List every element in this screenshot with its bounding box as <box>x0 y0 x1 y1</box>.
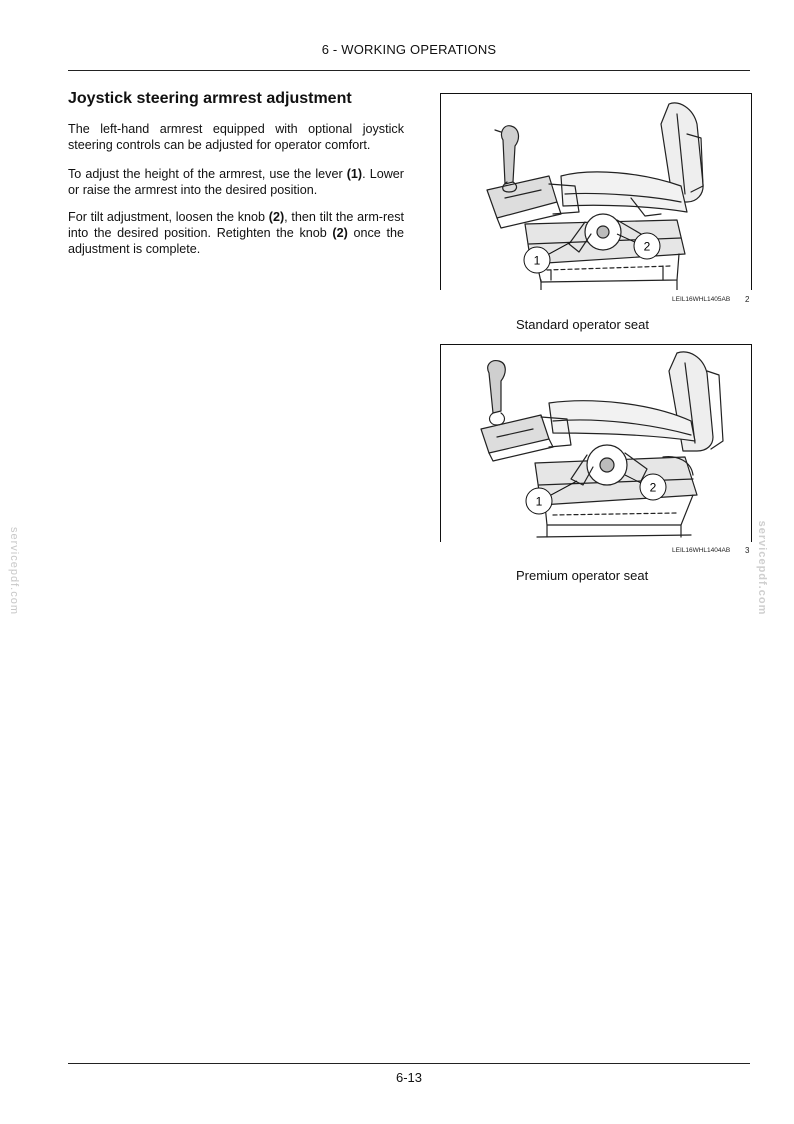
figure-id: LEIL16WHL1404AB <box>672 547 731 554</box>
tilt-text-mid: , then tilt the arm-rest into the desired position. Retighten the knob <box>68 210 404 240</box>
figure-premium-seat <box>440 344 752 542</box>
figure-standard-seat <box>440 93 752 290</box>
callout-2: 2 <box>643 239 651 254</box>
callout-2: 2 <box>649 480 657 495</box>
knob-ref: (2) <box>268 210 285 224</box>
page-header: 6 - WORKING OPERATIONS <box>321 42 497 57</box>
height-text-end: . Lower or raise the armrest into the desired position. <box>68 167 404 197</box>
paragraph-height <box>68 166 404 198</box>
lever-ref: (1) <box>346 167 363 181</box>
header-rule <box>68 70 750 71</box>
standard-seat-illustration <box>441 94 751 290</box>
figure-caption: Premium operator seat <box>516 568 649 583</box>
footer-rule <box>68 1063 750 1064</box>
section-title: Joystick steering armrest adjustment <box>68 90 352 107</box>
premium-seat-illustration <box>441 345 751 542</box>
paragraph-intro-text: The left-hand armrest equipped with optional joystick steering controls can be adjusted for operator comfort. <box>68 122 404 152</box>
watermark-right: servicepdf.com <box>756 520 768 616</box>
figure-number: 2 <box>745 295 750 304</box>
page-number: 6-13 <box>395 1070 423 1085</box>
tilt-text: For tilt adjustment, loosen the knob <box>68 210 269 224</box>
tilt-text-end: once the adjustment is complete. <box>68 226 404 256</box>
knob-ref-2: (2) <box>332 226 348 240</box>
figure-number: 3 <box>745 546 750 555</box>
figure-caption: Standard operator seat <box>516 317 649 332</box>
watermark-left: servicepdf.com <box>8 527 20 615</box>
figure-id: LEIL16WHL1405AB <box>672 296 731 303</box>
height-text: To adjust the height of the armrest, use the lever <box>68 167 347 181</box>
paragraph-intro <box>68 121 404 153</box>
paragraph-tilt <box>68 209 404 257</box>
callout-1: 1 <box>535 494 543 509</box>
callout-1: 1 <box>533 253 541 268</box>
